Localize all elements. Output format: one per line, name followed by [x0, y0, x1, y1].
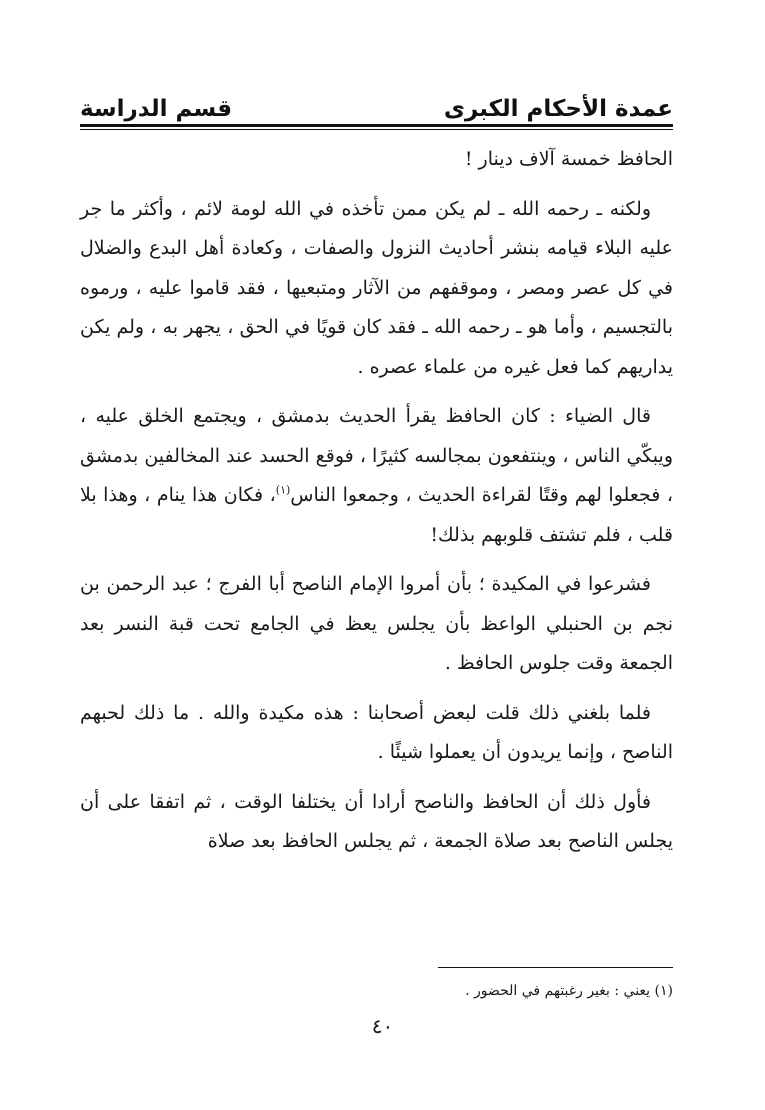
paragraph-continuation: الحافظ خمسة آلاف دينار ! [464, 148, 673, 170]
running-header [80, 84, 673, 124]
paragraph-text-tail: ، فكان هذا ينام ، وهذا بلا قلب ، فلم تشتف قلوبهم بذلك! [80, 484, 673, 546]
paragraph-text: قال الضياء : كان الحافظ يقرأ الحديث بدمشق ، ويجتمع الخلق عليه ، ويبكّي الناس ، وينتفعون بمجالسه كثيرًا ، فوقع الحسد عند المخالفين بدمشق ، فجعلوا لهم وقتًا لقراءة الحديث ، وجمعوا الناس [80, 405, 674, 506]
paragraph: ولكنه ـ رحمه الله ـ لم يكن ممن تأخذه في الله لومة لائم ، وأكثر ما جر عليه البلاء قيامه بنشر أحاديث النزول والصفات ، وكعادة أهل البدع والضلال في كل عصر ومصر ، وموقفهم من الآثار ومتبعيها ، فقد قاموا عليه ، ورموه بالتجسيم ، وأما هو ـ رحمه الله ـ فقد كان قويًا في الحق ، يجهر به ، ولم يكن يداريهم كما فعل غيره من علماء عصره . [80, 197, 673, 378]
header-rule-thick [80, 124, 673, 127]
footnote-rule [438, 967, 673, 968]
header-rule-thin [80, 129, 673, 130]
footnote: (١) يعني : بغير رغبتهم في الحضور . [465, 983, 673, 999]
body-text [80, 140, 673, 872]
paragraph: فلما بلغني ذلك قلت لبعض أصحابنا : هذه مكيدة والله . ما ذلك لحبهم الناصح ، وإنما يريدون أن يعملوا شيئًا . [80, 701, 673, 763]
footnote-marker[interactable]: (١) [275, 483, 291, 497]
paragraph-with-footnote [80, 397, 673, 555]
book-title: عمدة الأحكام الكبرى [443, 96, 673, 122]
section-title: قسم الدراسة [80, 96, 233, 122]
page-number: ٤٠ [371, 1014, 394, 1038]
paragraph: فأول ذلك أن الحافظ والناصح أرادا أن يختلفا الوقت ، ثم اتفقا على أن يجلس الناصح بعد صلاة الجمعة ، ثم يجلس الحافظ بعد صلاة [80, 790, 673, 852]
paragraph: فشرعوا في المكيدة ؛ بأن أمروا الإمام الناصح أبا الفرج ؛ عبد الرحمن بن نجم بن الحنبلي الواعظ بأن يجلس يعظ في الجامع تحت قبة النسر بعد الجمعة وقت جلوس الحافظ . [80, 573, 673, 674]
